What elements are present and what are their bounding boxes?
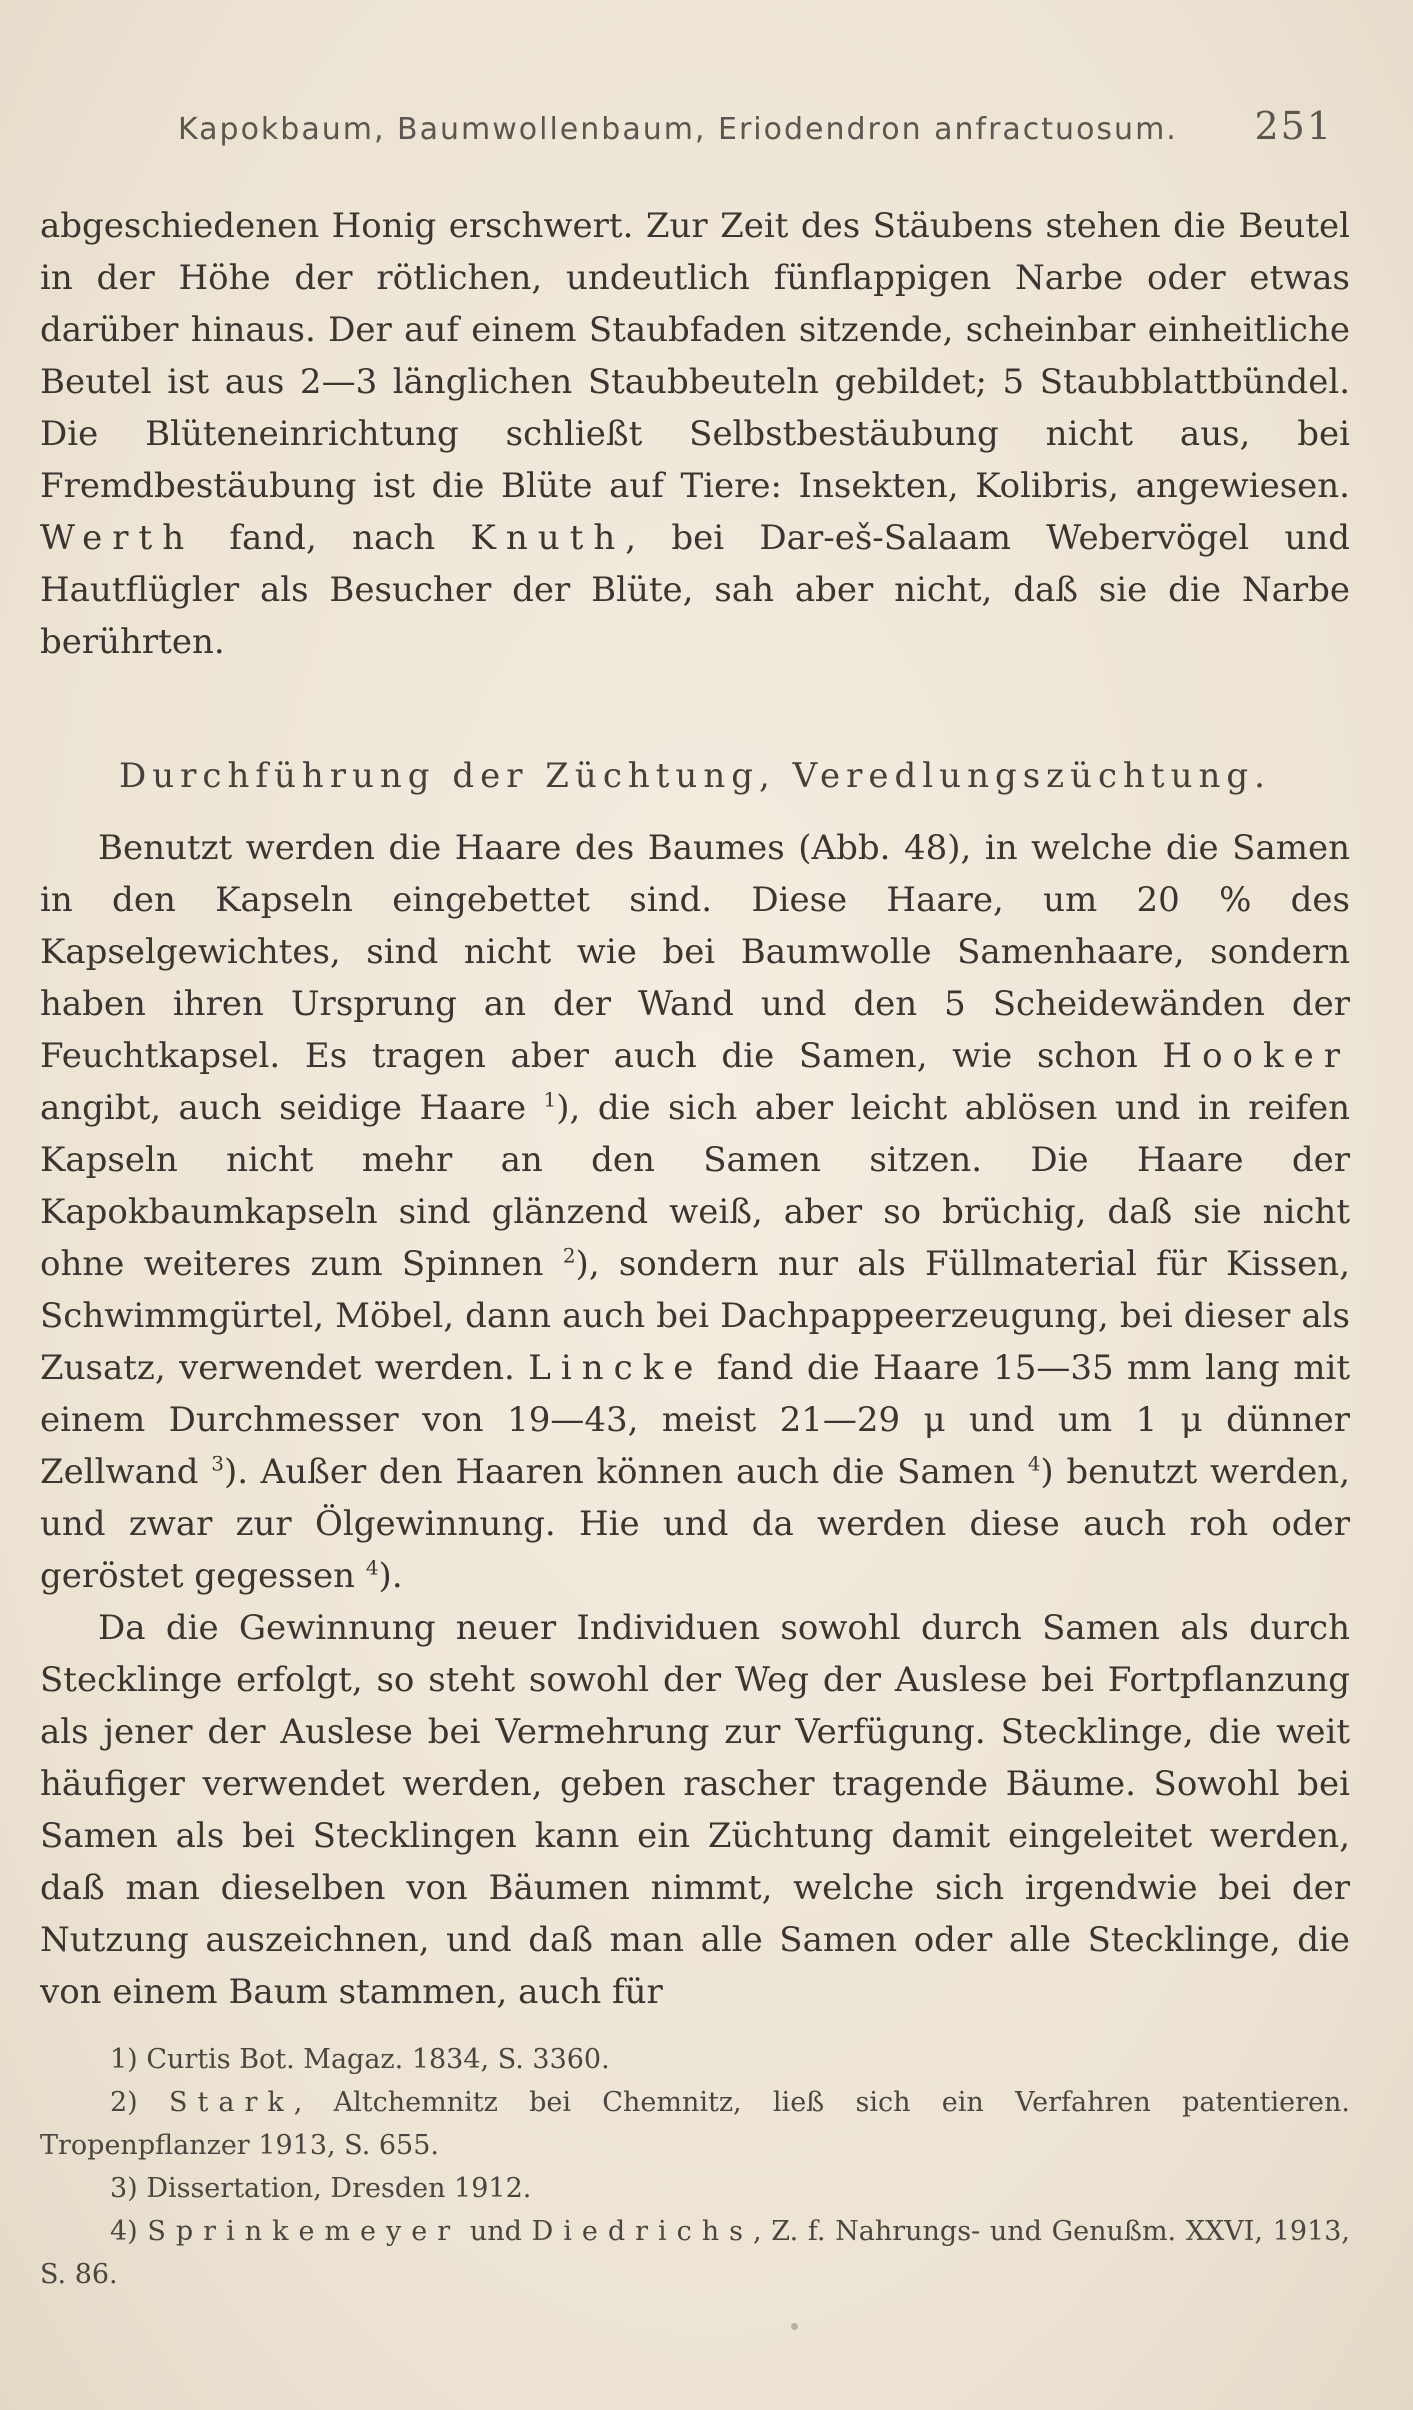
page-number: 251 xyxy=(1254,104,1333,148)
footnote-3: 3) Dissertation, Dresden 1912. xyxy=(110,2173,532,2204)
paragraph-3: Da die Gewinnung neuer Individuen sowohl durch Samen als durch Stecklinge erfolgt, so steht sowohl der Weg der Auslese bei Fortpflanzung als jener der Auslese bei Vermehrung zur Verfügung. Stecklinge, die weit häufiger verwendet werden, geben rascher tragende Bäume. Sowohl bei Samen als bei Stecklingen kann ein Züchtung damit eingeleitet werden, daß man dieselben von Bäumen nimmt, welche sich irgendwie bei der Nutzung auszeichnen, und daß man alle Samen oder alle Stecklinge, die von einem Baum stammen, auch für xyxy=(40,1608,1350,2012)
footnote-1: 1) Curtis Bot. Magaz. 1834, S. 3360. xyxy=(110,2044,610,2075)
author-name: Knuth xyxy=(470,518,626,558)
footnote-ref[interactable]: 1 xyxy=(543,1087,557,1112)
author-name: Hooker xyxy=(1162,1036,1350,1076)
paragraph-2: Benutzt werden die Haare des Baumes (Abb. 48), in welche die Samen in den Kapseln eingebettet sind. Diese Haare, um 20 % des Kapselgewichtes, sind nicht wie bei Baumwolle Samenhaare, sondern haben ihren Ursprung an der Wand und den 5 Scheidewänden der Feuchtkapsel. Es tragen aber auch die Samen, wie schon Hooker angibt, auch seidige Haare $^1$), die sich aber leicht ablösen und in reifen Kapseln nicht mehr an den Samen sitzen. Die Haare der Kapokbaumkapseln sind glänzend weiß, aber so brüchig, daß sie nicht ohne weiteres zum Spinnen $^2$), sondern nur als Füllmaterial für Kissen, Schwimmgürtel, Möbel, dann auch bei Dachpappeerzeugung, bei dieser als Zusatz, verwendet werden. Lincke fand die Haare 15—35 mm lang mit einem Durchmesser von 19—43, meist 21—29 μ und um 1 μ dünner Zellwand $^3$). Außer den Haaren können auch die Samen $^4$) benutzt werden, und zwar zur Ölgewinnung. Hie und da werden diese auch roh oder geröstet gegessen $^4$). xyxy=(40,828,1351,1596)
footnote-ref[interactable]: 2 xyxy=(562,1243,576,1268)
running-title: Kapokbaum, Baumwollenbaum, Eriodendron anfractuosum. xyxy=(178,112,1178,147)
author-name: Diedrichs xyxy=(531,2216,754,2247)
paper-speck xyxy=(791,2323,798,2330)
paragraph-1: abgeschiedenen Honig erschwert. Zur Zeit des Stäubens stehen die Beutel in der Höhe der rötlichen, undeutlich fünflappigen Narbe oder etwas darüber hinaus. Der auf einem Staubfaden sitzende, scheinbar einheitliche Beutel ist aus 2—3 länglichen Staubbeuteln gebildet; 5 Staubblattbündel. Die Blüteneinrichtung schließt Selbstbestäubung nicht aus, bei Fremdbestäubung ist die Blüte auf Tiere: Insekten, Kolibris, angewiesen. Werth fand, nach Knuth, bei Dar-eš-Salaam Webervögel und Hautflügler als Besucher der Blüte, sah aber nicht, daß sie die Narbe berührten. xyxy=(40,206,1351,662)
section-heading: Durchführung der Züchtung, Veredlungszüchtung. xyxy=(119,756,1271,796)
author-name: Werth xyxy=(40,518,195,558)
footnote-2: 2) Stark, Altchemnitz bei Chemnitz, ließ sich ein Verfahren patentieren. Tropenpflanzer 1913, S. 655. xyxy=(40,2087,1350,2161)
footnote-ref[interactable]: 4 xyxy=(1027,1451,1041,1476)
author-name: Sprinkemeyer xyxy=(147,2216,461,2247)
footnotes xyxy=(40,2038,1350,2296)
author-name: Lincke xyxy=(528,1348,704,1388)
footnote-ref[interactable]: 4 xyxy=(365,1555,379,1580)
body-text xyxy=(40,200,1350,2018)
footnote-4: 4) Sprinkemeyer und Diedrichs, Z. f. Nahrungs- und Genußm. XXVI, 1913, S. 86. xyxy=(40,2216,1350,2290)
author-name: Stark xyxy=(169,2087,294,2118)
footnote-ref[interactable]: 3 xyxy=(211,1451,224,1476)
